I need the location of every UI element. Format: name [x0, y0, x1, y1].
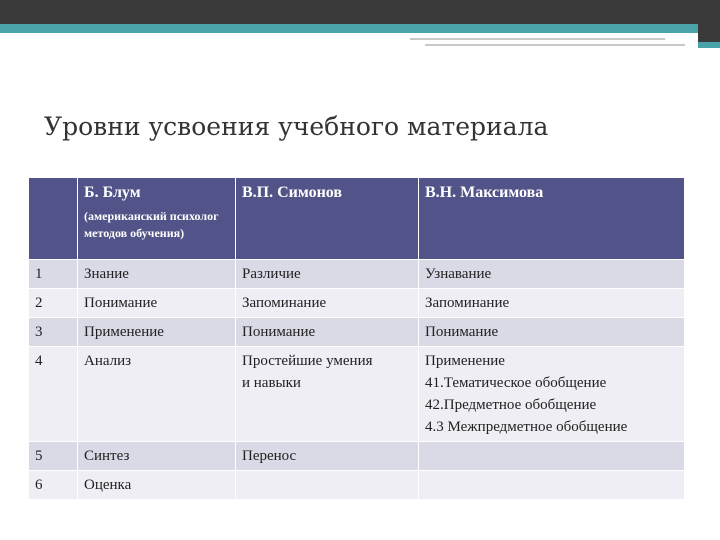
- table-row: [29, 318, 685, 347]
- right-corner-teal: [698, 42, 720, 48]
- table-header-row: [29, 178, 685, 260]
- header-num: [29, 178, 78, 260]
- top-teal-bar: [0, 24, 720, 33]
- header-simonov-name: В.П. Симонов: [242, 184, 343, 201]
- table-row: [29, 471, 685, 500]
- header-maksimova-name: В.Н. Максимова: [425, 184, 544, 201]
- table-row: [29, 442, 685, 471]
- row-number: 6: [29, 471, 78, 500]
- cell-line: Применение: [425, 353, 505, 369]
- header-maksimova: [419, 178, 685, 260]
- cell-line: 42.Предметное обобщение: [425, 397, 597, 413]
- cell-blum: Понимание: [78, 289, 236, 318]
- row-number: 4: [29, 347, 78, 442]
- slide-title: Уровни усвоения учебного материала: [44, 112, 549, 141]
- table-row: [29, 289, 685, 318]
- cell-line: и навыки: [242, 375, 301, 391]
- row-number: 2: [29, 289, 78, 318]
- decorative-line: [410, 38, 665, 40]
- row-number: 5: [29, 442, 78, 471]
- row-number: 1: [29, 260, 78, 289]
- header-blum: [78, 178, 236, 260]
- table-row: [29, 347, 685, 442]
- cell-simonov: Запоминание: [236, 289, 419, 318]
- header-blum-name: Б. Блум: [84, 184, 141, 201]
- cell-simonov: Перенос: [236, 442, 419, 471]
- decorative-line: [425, 44, 685, 46]
- row-number: 3: [29, 318, 78, 347]
- cell-line: 4.3 Межпредметное обобщение: [425, 419, 628, 435]
- cell-simonov: [236, 347, 419, 442]
- header-blum-note: (американский психолог методов обучения): [84, 209, 219, 240]
- cell-line: 41.Тематическое обобщение: [425, 375, 607, 391]
- cell-maksimova: Узнавание: [419, 260, 685, 289]
- table-row: [29, 260, 685, 289]
- cell-maksimova: [419, 347, 685, 442]
- cell-simonov: Понимание: [236, 318, 419, 347]
- right-corner-block: [698, 0, 720, 42]
- cell-maksimova: [419, 471, 685, 500]
- cell-simonov: Различие: [236, 260, 419, 289]
- cell-blum: Оценка: [78, 471, 236, 500]
- cell-blum: Знание: [78, 260, 236, 289]
- cell-blum: Синтез: [78, 442, 236, 471]
- cell-simonov: [236, 471, 419, 500]
- header-simonov: [236, 178, 419, 260]
- top-dark-bar: [0, 0, 720, 24]
- levels-table: [28, 177, 685, 500]
- cell-maksimova: Запоминание: [419, 289, 685, 318]
- cell-maksimova: Понимание: [419, 318, 685, 347]
- cell-line: Простейшие умения: [242, 353, 373, 369]
- cell-blum: Анализ: [78, 347, 236, 442]
- cell-maksimova: [419, 442, 685, 471]
- cell-blum: Применение: [78, 318, 236, 347]
